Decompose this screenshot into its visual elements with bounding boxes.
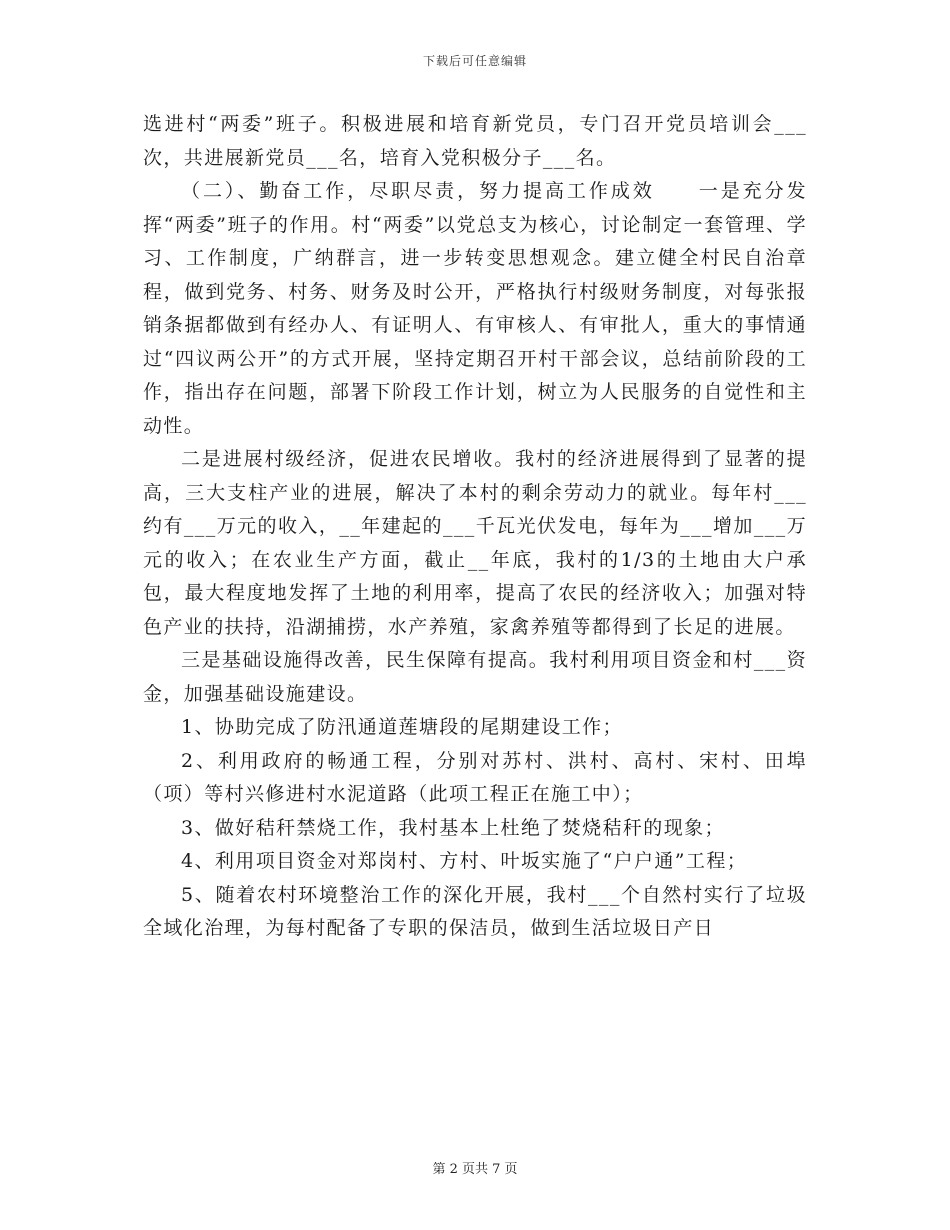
list-item-huhutong: 4、利用项目资金对郑岗村、方村、叶坂实施了“户户通”工程； bbox=[181, 850, 748, 872]
paragraph-party-building: 选进村“两委”班子。积极进展和培育新党员，专门召开党员培训会___次，共进展新党员___名，培育入党积极分子___名。 bbox=[143, 113, 807, 169]
document-body bbox=[143, 108, 807, 946]
paragraph-work-effectiveness: （二）、勤奋工作，尽职尽责，努力提高工作成效 一是充分发挥“两委”班子的作用。村“两委”以党总支为核心，讨论制定一套管理、学习、工作制度，广纳群言，进一步转变思想观念。建立健全村民自治章程，做到党务、村务、财务及时公开，严格执行村级财务制度，对每张报销条据都做到有经办人、有证明人、有审核人、有审批人，重大的事情通过“四议两公开”的方式开展，坚持定期召开村干部会议，总结前阶段的工作，指出存在问题，部署下阶段工作计划，树立为人民服务的自觉性和主动性。 bbox=[143, 180, 807, 437]
page-header-note: 下载后可任意编辑 bbox=[422, 54, 527, 68]
list-item-straw-burning: 3、做好秸秆禁烧工作，我村基本上杜绝了焚烧秸秆的现象； bbox=[181, 816, 725, 839]
list-item-road-project: 2、利用政府的畅通工程，分别对苏村、洪村、高村、宋村、田埠（项）等村兴修进村水泥道路（此项工程正在施工中）； bbox=[143, 749, 807, 805]
page-number: 第 2 页共 7 页 bbox=[432, 1162, 518, 1177]
paragraph-infrastructure: 三是基础设施得改善，民生保障有提高。我村利用项目资金和村___资金，加强基础设施建设。 bbox=[143, 649, 807, 705]
list-item-garbage-management: 5、随着农村环境整治工作的深化开展，我村___个自然村实行了垃圾全域化治理，为每村配备了专职的保洁员，做到生活垃圾日产日 bbox=[143, 883, 807, 939]
paragraph-village-economy: 二是进展村级经济，促进农民增收。我村的经济进展得到了显著的提高，三大支柱产业的进展，解决了本村的剩余劳动力的就业。每年村___约有___万元的收入，__年建起的___千瓦光伏发电，每年为___增加___万元的收入；在农业生产方面，截止__年底，我村的1/3的土地由大户承包，最大程度地发挥了土地的利用率，提高了农民的经济收入；加强对特色产业的扶持，沿湖捕捞，水产养殖，家禽养殖等都得到了长足的进展。 bbox=[143, 448, 807, 638]
list-item-flood-channel: 1、协助完成了防汛通道莲塘段的尾期建设工作； bbox=[181, 716, 623, 738]
